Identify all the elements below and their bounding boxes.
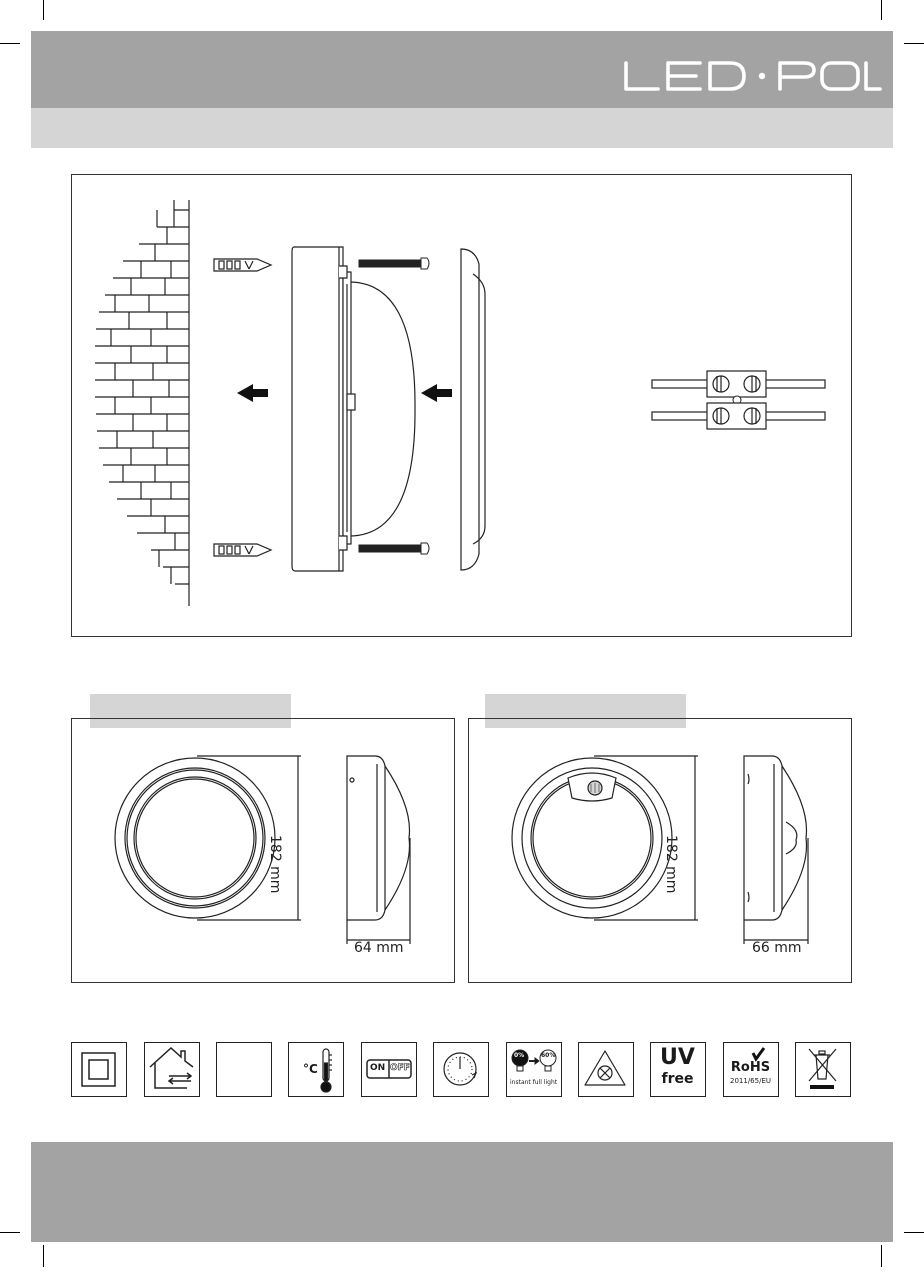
installation-diagram: [71, 174, 852, 637]
variant-b-height-label: 182 mm: [663, 835, 679, 894]
instant-full-light-icon: 0% 60% instant full light: [506, 1042, 562, 1097]
crop-mark: [904, 1232, 924, 1233]
subheader-band: [31, 108, 893, 148]
uv-free-icon: UV free: [650, 1042, 706, 1097]
weee-bin-icon: [795, 1042, 851, 1097]
screw-icon: [359, 543, 429, 554]
on-off-icon: ON OFF: [361, 1042, 417, 1097]
blank-icon: [216, 1042, 272, 1097]
rohs-icon: RoHS 2011/65/EU: [723, 1042, 779, 1097]
class-ii-insulation-icon: [71, 1042, 127, 1097]
wall-plug-icon: [214, 544, 271, 556]
footer-band: [31, 1142, 893, 1242]
crop-mark: [43, 1245, 44, 1267]
indoor-use-icon: [144, 1042, 200, 1097]
crop-mark: [0, 43, 20, 44]
crop-mark: [881, 0, 882, 20]
crop-mark: [43, 0, 44, 20]
wall-plug-icon: [214, 259, 271, 271]
crop-mark: [881, 1245, 882, 1267]
lifetime-dial-icon: [433, 1042, 489, 1097]
brand-logo: [622, 57, 882, 95]
crop-mark: [0, 1232, 20, 1233]
variant-a-depth-label: 64 mm: [354, 940, 404, 956]
variant-a-height-label: 182 mm: [267, 835, 283, 894]
terminal-block-icon: [652, 403, 825, 429]
arrow-left-icon: [237, 384, 268, 402]
arrow-left-icon: [421, 384, 452, 402]
crop-mark: [904, 43, 924, 44]
operating-temperature-icon: °C: [288, 1042, 344, 1097]
screw-icon: [359, 258, 429, 269]
variant-b-depth-label: 66 mm: [752, 940, 802, 956]
no-ir-radiation-icon: [578, 1042, 634, 1097]
terminal-block-icon: [652, 371, 825, 397]
